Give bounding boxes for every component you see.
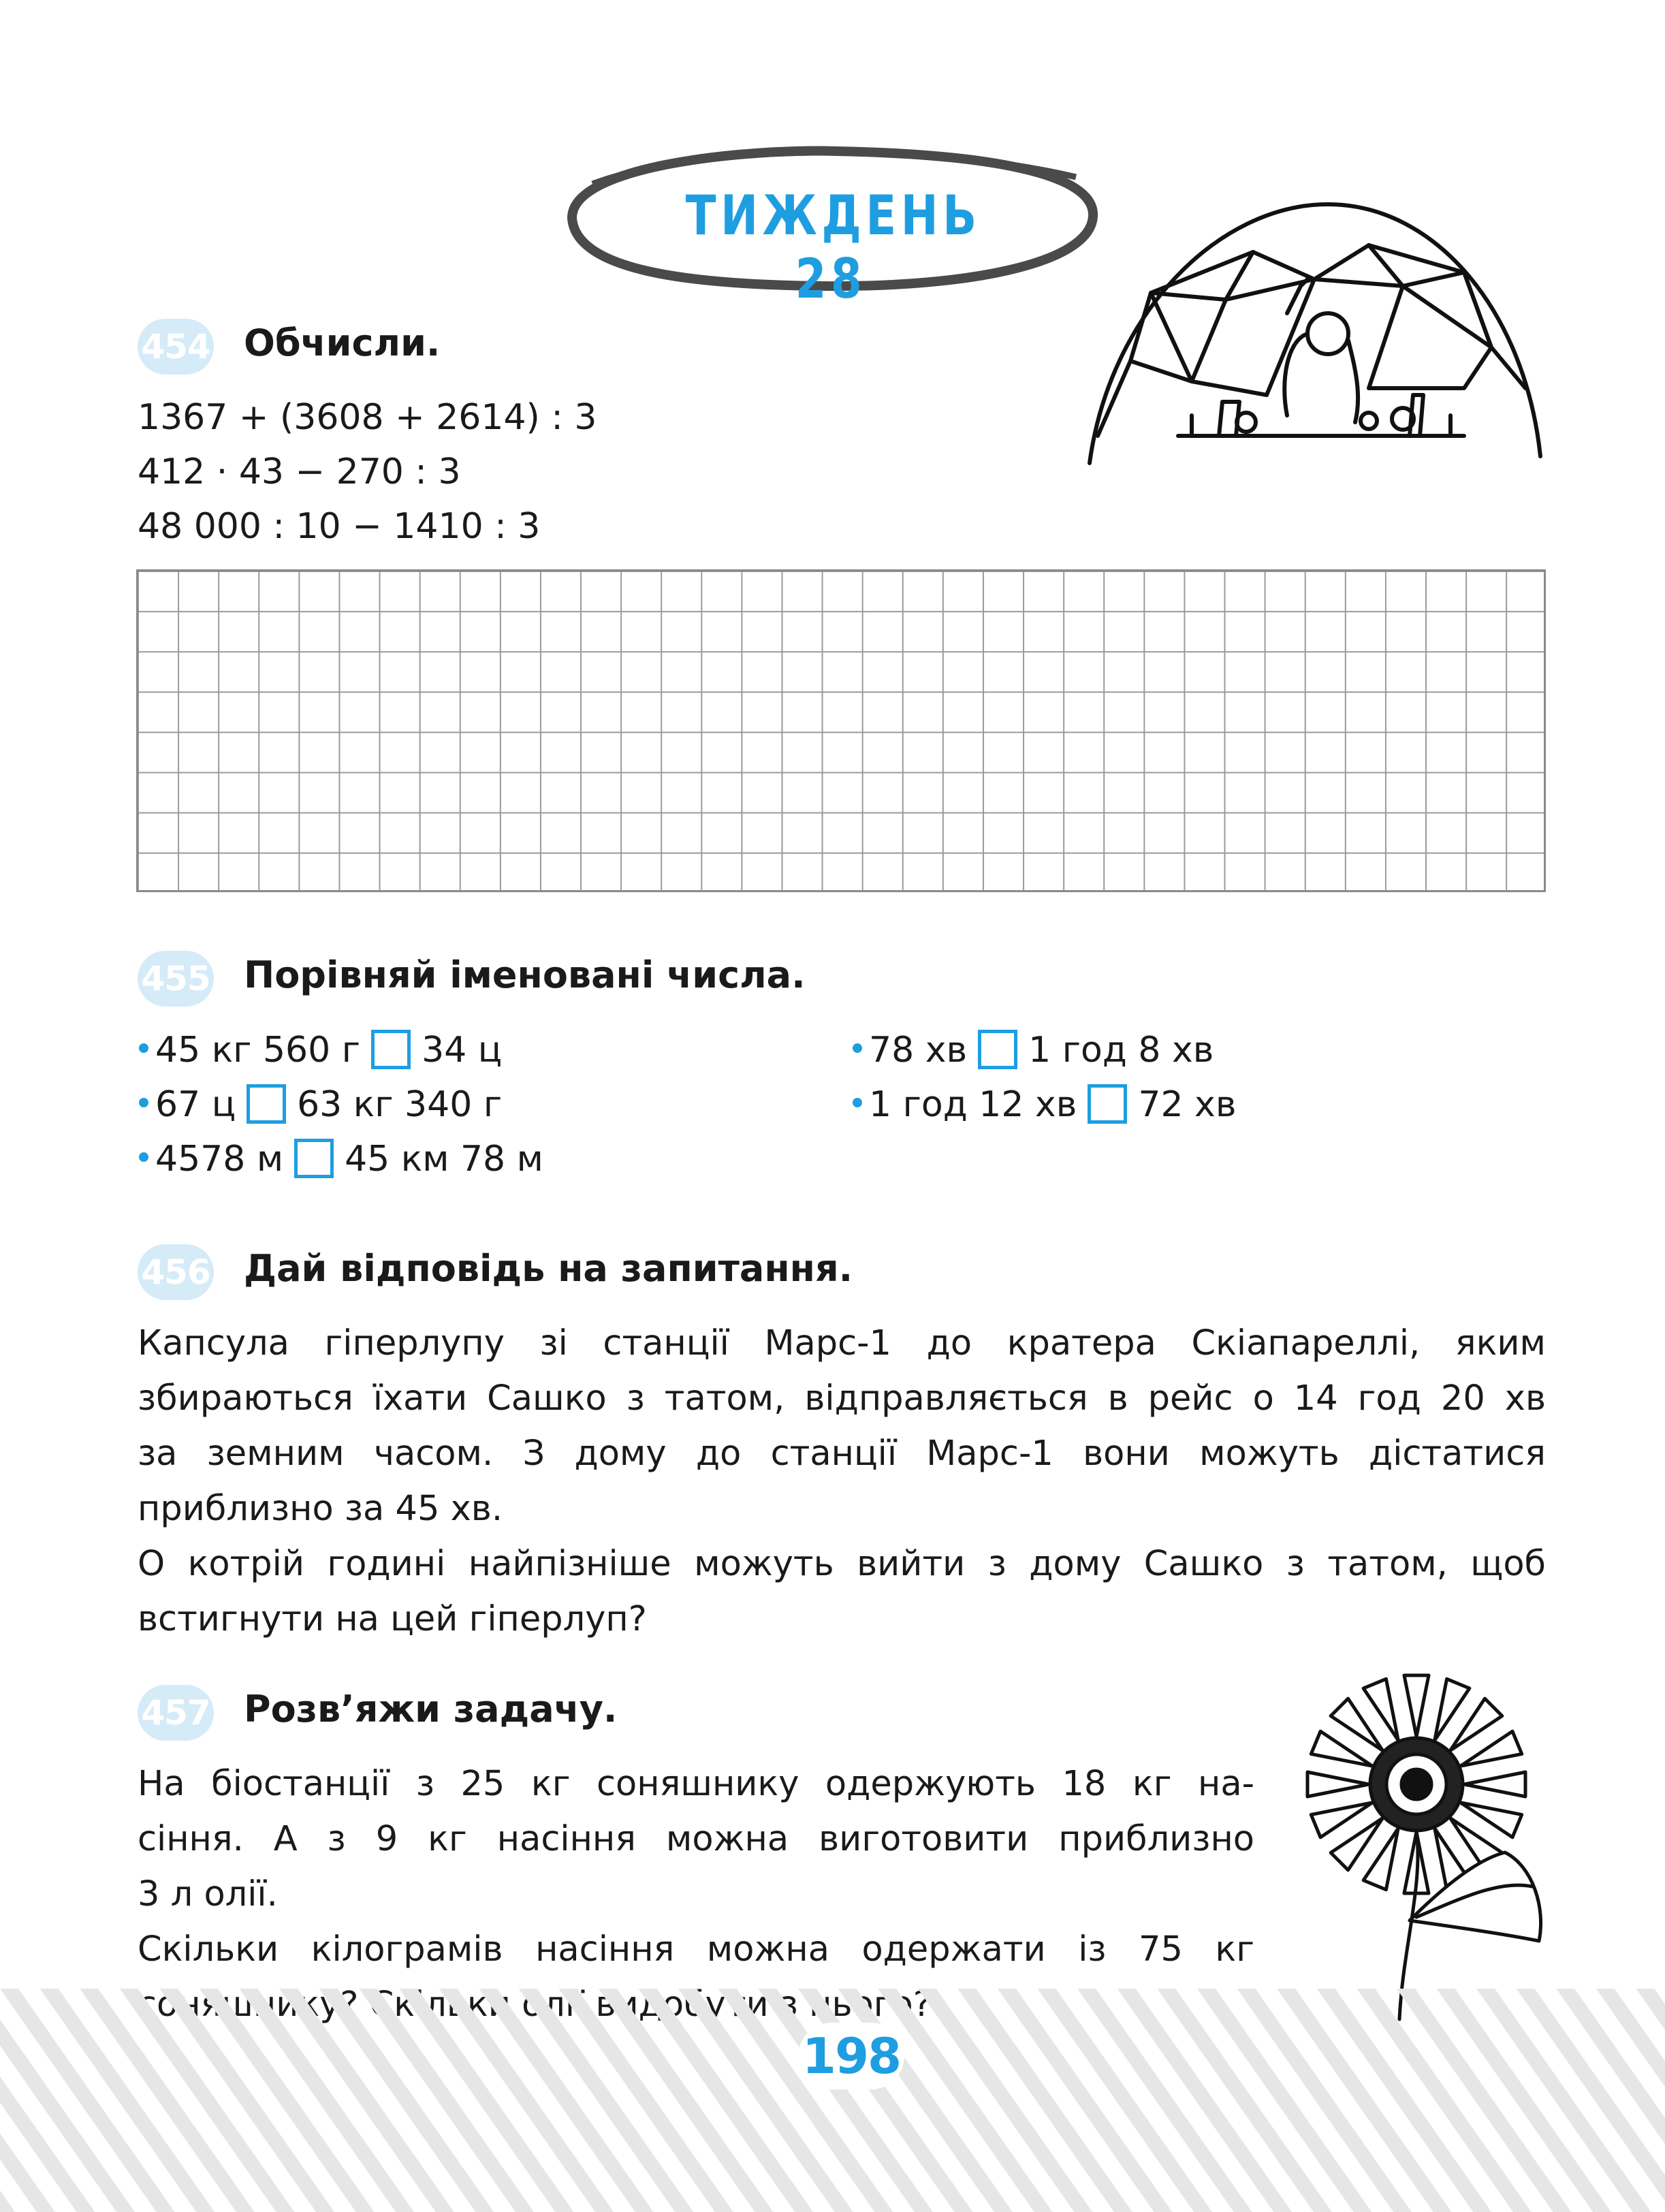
comparison-item: 4578 м 45 км 78 м — [139, 1132, 543, 1186]
dome-with-scientist-illustration — [1083, 177, 1546, 470]
bullet-icon — [853, 1098, 862, 1107]
answer-grid[interactable] — [136, 569, 1546, 892]
compare-box[interactable] — [978, 1030, 1017, 1069]
compare-box[interactable] — [247, 1084, 286, 1124]
task-title: Розв’яжи задачу. — [244, 1688, 618, 1731]
week-title: ТИЖДЕНЬ 28 — [685, 184, 981, 311]
comparison-item: 1 год 12 хв 72 хв — [853, 1077, 1236, 1132]
task-number-badge: 457 — [138, 1685, 214, 1741]
comparison-item: 78 хв 1 год 8 хв — [853, 1023, 1214, 1077]
compare-box[interactable] — [371, 1030, 411, 1069]
task-text: Капсула гіперлупу зі станції Марс-1 до кратера Скіапареллі, яким збираються їхати Сашко з татом, відправляється в рейс о 14 год 20 хв за земним часом. З дому до станції Марс-1 вони можуть дістатися приблизно за 45 хв. О котрій годині найпізніше можуть вийти з дому Сашко з татом, щоб встигнути на цей гіперлуп? — [138, 1323, 1546, 1639]
sunflower-illustration — [1280, 1662, 1553, 2023]
bullet-icon — [139, 1098, 148, 1107]
compare-box[interactable] — [1088, 1084, 1127, 1124]
task-title: Дай відповідь на запитання. — [244, 1247, 853, 1290]
bullet-icon — [139, 1043, 148, 1053]
task-number-badge: 455 — [138, 951, 214, 1007]
task-number-badge: 456 — [138, 1244, 214, 1300]
task-title: Обчисли. — [244, 321, 441, 364]
task-title: Порівняй іменовані числа. — [244, 953, 806, 996]
bullet-icon — [139, 1152, 148, 1162]
expression: 1367 + (3608 + 2614) : 3 — [138, 397, 597, 438]
task-text: На біостанції з 25 кг соняшнику одержують 18 кг на- сіння. А з 9 кг насіння можна виготовити приблизно 3 л олії. Скільки кілограмів насіння можна одержати із 75 кг — [138, 1764, 1254, 1970]
compare-box[interactable] — [294, 1139, 334, 1178]
task-number-badge: 454 — [138, 319, 214, 375]
expression: 412 · 43 − 270 : 3 — [138, 452, 461, 492]
comparison-item: 67 ц 63 кг 340 г — [139, 1077, 502, 1132]
comparison-item: 45 кг 560 г 34 ц — [139, 1023, 502, 1077]
page-number: 198 — [798, 2023, 904, 2089]
expression: 48 000 : 10 − 1410 : 3 — [138, 506, 541, 547]
bullet-icon — [853, 1043, 862, 1053]
